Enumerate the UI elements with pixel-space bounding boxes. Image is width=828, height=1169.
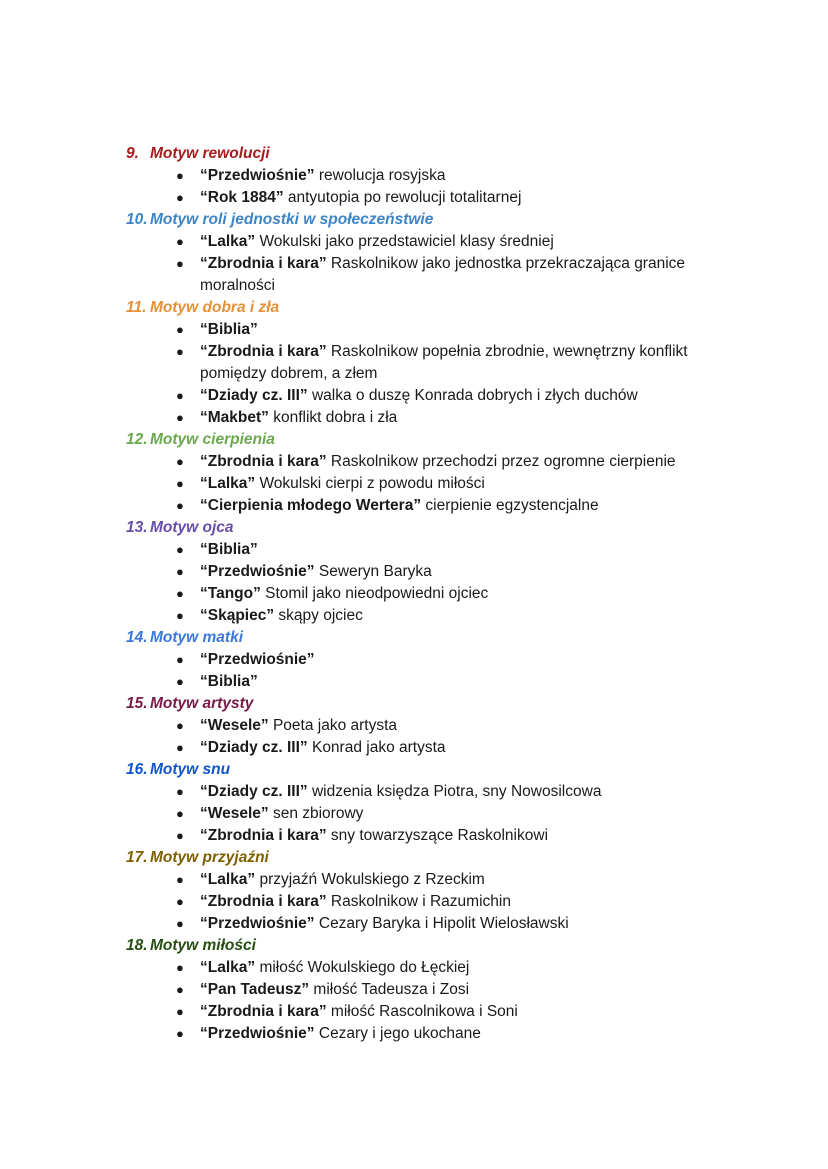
book-title: “Dziady cz. III” [200, 739, 308, 756]
section-title: Motyw ojca [150, 519, 234, 536]
book-title: “Dziady cz. III” [200, 783, 308, 800]
book-title: “Przedwiośnie” [200, 651, 315, 668]
section-heading [126, 297, 746, 319]
item-description: antyutopia po rewolucji totalitarnej [283, 189, 522, 206]
bullet-icon: ● [176, 344, 184, 359]
bullet-icon: ● [176, 806, 184, 821]
list-item [126, 187, 730, 209]
book-title: “Lalka” [200, 233, 256, 250]
book-title: “Skąpiec” [200, 607, 275, 624]
book-title: “Cierpienia młodego Wertera” [200, 497, 422, 514]
bullet-icon: ● [176, 960, 184, 975]
section-title: Motyw matki [150, 629, 244, 646]
item-description: sen zbiorowy [268, 805, 364, 822]
list-item [126, 407, 730, 429]
section-number: 12. [126, 431, 148, 448]
list-item [126, 737, 730, 759]
list-item [126, 781, 730, 803]
section-title: Motyw miłości [150, 937, 256, 954]
bullet-icon: ● [176, 916, 184, 931]
item-description: Poeta jako artysta [268, 717, 398, 734]
bullet-icon: ● [176, 498, 184, 513]
bullet-list [126, 319, 746, 429]
list-item [126, 1001, 730, 1023]
bullet-list [126, 165, 746, 209]
bullet-list [126, 451, 746, 517]
section-title: Motyw rewolucji [150, 145, 270, 162]
section-heading [126, 693, 746, 715]
list-item [126, 715, 730, 737]
list-item [126, 539, 730, 561]
bullet-icon: ● [176, 1004, 184, 1019]
bullet-icon: ● [176, 894, 184, 909]
item-description: Wokulski jako przedstawiciel klasy średniej [255, 233, 554, 250]
book-title: “Biblia” [200, 541, 258, 558]
book-title: “Zbrodnia i kara” [200, 343, 327, 360]
bullet-list [126, 715, 746, 759]
list-item [126, 649, 730, 671]
bullet-icon: ● [176, 388, 184, 403]
bullet-icon: ● [176, 168, 184, 183]
bullet-icon: ● [176, 586, 184, 601]
section-number: 10. [126, 211, 148, 228]
motif-section [126, 759, 746, 847]
item-description: walka o duszę Konrada dobrych i złych duchów [307, 387, 638, 404]
motif-section [126, 693, 746, 759]
section-number: 11. [126, 299, 147, 316]
section-title: Motyw przyjaźni [150, 849, 269, 866]
motif-section [126, 297, 746, 429]
motif-section [126, 209, 746, 297]
item-description: Raskolnikow popełnia zbrodnie, wewnętrzny konflikt pomiędzy dobrem, a złem [200, 343, 688, 382]
book-title: “Zbrodnia i kara” [200, 827, 327, 844]
section-number: 16. [126, 761, 148, 778]
item-description: Raskolnikow jako jednostka przekraczająca granice moralności [200, 255, 686, 294]
section-number: 15. [126, 695, 148, 712]
section-heading [126, 935, 746, 957]
bullet-icon: ● [176, 828, 184, 843]
bullet-icon: ● [176, 564, 184, 579]
list-item [126, 671, 730, 693]
bullet-icon: ● [176, 410, 184, 425]
section-heading [126, 759, 746, 781]
book-title: “Zbrodnia i kara” [200, 893, 327, 910]
list-item [126, 165, 730, 187]
item-description: cierpienie egzystencjalne [421, 497, 599, 514]
list-item [126, 913, 730, 935]
bullet-icon: ● [176, 256, 184, 271]
item-description: Konrad jako artysta [307, 739, 446, 756]
book-title: “Wesele” [200, 805, 269, 822]
list-item [126, 869, 730, 891]
item-description: miłość Wokulskiego do Łęckiej [255, 959, 470, 976]
book-title: “Lalka” [200, 475, 256, 492]
motif-section [126, 429, 746, 517]
bullet-list [126, 649, 746, 693]
section-title: Motyw artysty [150, 695, 254, 712]
item-description: skąpy ojciec [274, 607, 363, 624]
item-description: Seweryn Baryka [314, 563, 432, 580]
book-title: “Tango” [200, 585, 261, 602]
section-heading [126, 143, 746, 165]
bullet-list [126, 231, 746, 297]
bullet-list [126, 781, 746, 847]
item-description: Wokulski cierpi z powodu miłości [255, 475, 485, 492]
book-title: “Przedwiośnie” [200, 167, 315, 184]
list-item [126, 803, 730, 825]
book-title: “Dziady cz. III” [200, 387, 308, 404]
bullet-icon: ● [176, 542, 184, 557]
list-item [126, 979, 730, 1001]
book-title: “Przedwiośnie” [200, 915, 315, 932]
bullet-list [126, 957, 746, 1045]
section-title: Motyw snu [150, 761, 231, 778]
motif-section [126, 847, 746, 935]
list-item [126, 451, 730, 473]
section-heading [126, 627, 746, 649]
list-item [126, 319, 730, 341]
item-description: widzenia księdza Piotra, sny Nowosilcowa [307, 783, 602, 800]
bullet-icon: ● [176, 784, 184, 799]
list-item [126, 253, 730, 297]
item-description: Stomil jako nieodpowiedni ojciec [260, 585, 489, 602]
list-item [126, 341, 730, 385]
book-title: “Lalka” [200, 871, 256, 888]
bullet-icon: ● [176, 476, 184, 491]
motif-section [126, 627, 746, 693]
list-item [126, 385, 730, 407]
book-title: “Biblia” [200, 321, 258, 338]
bullet-icon: ● [176, 1026, 184, 1041]
list-item [126, 583, 730, 605]
list-item [126, 1023, 730, 1045]
bullet-icon: ● [176, 454, 184, 469]
section-heading [126, 847, 746, 869]
section-number: 14. [126, 629, 148, 646]
section-number: 13. [126, 519, 148, 536]
item-description: Cezary i jego ukochane [314, 1025, 481, 1042]
book-title: “Biblia” [200, 673, 258, 690]
bullet-icon: ● [176, 652, 184, 667]
book-title: “Lalka” [200, 959, 256, 976]
item-description: przyjaźń Wokulskiego z Rzeckim [255, 871, 485, 888]
section-number: 9. [126, 145, 139, 162]
bullet-icon: ● [176, 608, 184, 623]
list-item [126, 605, 730, 627]
bullet-icon: ● [176, 234, 184, 249]
bullet-icon: ● [176, 190, 184, 205]
book-title: “Makbet” [200, 409, 269, 426]
section-title: Motyw cierpienia [150, 431, 275, 448]
bullet-icon: ● [176, 872, 184, 887]
bullet-icon: ● [176, 982, 184, 997]
bullet-list [126, 869, 746, 935]
motif-section [126, 517, 746, 627]
motif-section [126, 935, 746, 1045]
list-item [126, 957, 730, 979]
section-number: 17. [126, 849, 148, 866]
item-description: Cezary Baryka i Hipolit Wielosławski [314, 915, 569, 932]
list-item [126, 825, 730, 847]
motif-section [126, 143, 746, 209]
book-title: “Zbrodnia i kara” [200, 1003, 327, 1020]
bullet-list [126, 539, 746, 627]
book-title: “Przedwiośnie” [200, 1025, 315, 1042]
section-title: Motyw roli jednostki w społeczeństwie [150, 211, 434, 228]
list-item [126, 561, 730, 583]
bullet-icon: ● [176, 740, 184, 755]
section-title: Motyw dobra i zła [150, 299, 280, 316]
document-body [126, 143, 746, 1045]
list-item [126, 891, 730, 913]
book-title: “Wesele” [200, 717, 269, 734]
section-heading [126, 517, 746, 539]
bullet-icon: ● [176, 674, 184, 689]
bullet-icon: ● [176, 718, 184, 733]
section-heading [126, 209, 746, 231]
item-description: konflikt dobra i zła [268, 409, 398, 426]
item-description: rewolucja rosyjska [314, 167, 446, 184]
list-item [126, 231, 730, 253]
book-title: “Pan Tadeusz” [200, 981, 310, 998]
item-description: miłość Tadeusza i Zosi [309, 981, 470, 998]
book-title: “Rok 1884” [200, 189, 284, 206]
section-heading [126, 429, 746, 451]
book-title: “Zbrodnia i kara” [200, 453, 327, 470]
item-description: miłość Rascolnikowa i Soni [326, 1003, 518, 1020]
item-description: sny towarzyszące Raskolnikowi [326, 827, 549, 844]
book-title: “Przedwiośnie” [200, 563, 315, 580]
section-number: 18. [126, 937, 148, 954]
list-item [126, 473, 730, 495]
bullet-icon: ● [176, 322, 184, 337]
book-title: “Zbrodnia i kara” [200, 255, 327, 272]
list-item [126, 495, 730, 517]
item-description: Raskolnikow przechodzi przez ogromne cierpienie [326, 453, 676, 470]
item-description: Raskolnikow i Razumichin [326, 893, 511, 910]
